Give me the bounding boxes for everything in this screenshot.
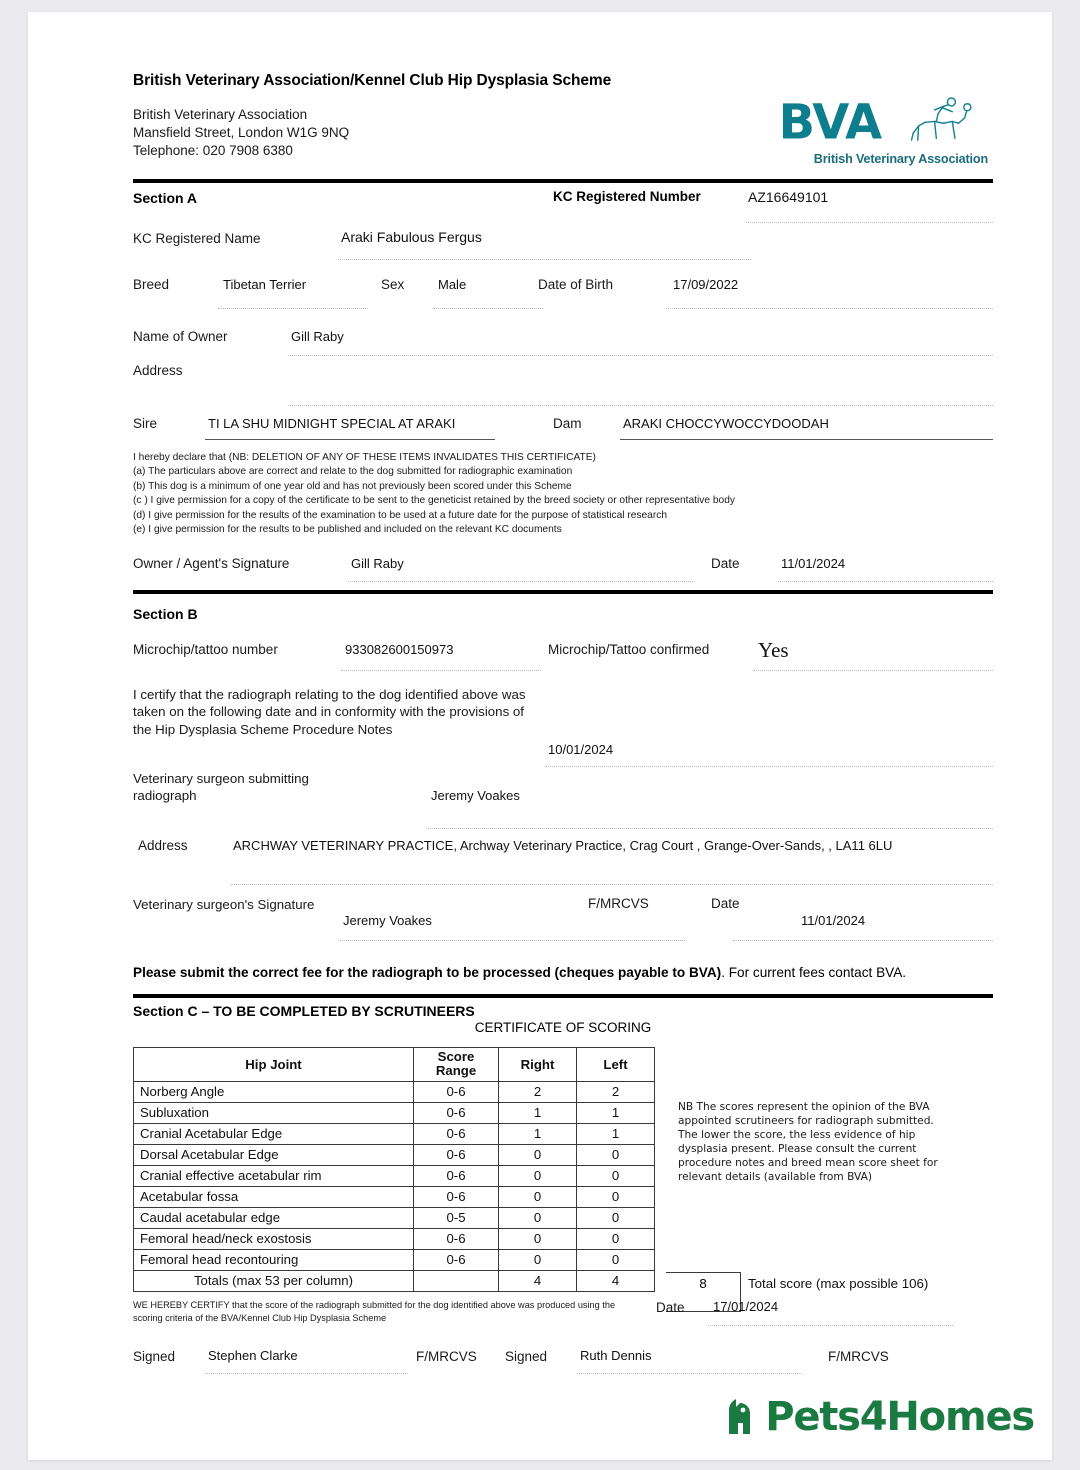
breed-label: Breed xyxy=(133,276,170,292)
column-header-right: Right xyxy=(499,1047,577,1081)
svg-text:BVA: BVA xyxy=(778,95,882,151)
microchip-label: Microchip/tattoo number xyxy=(133,641,278,657)
sire-label: Sire xyxy=(133,415,158,431)
score-right: 0 xyxy=(499,1165,577,1186)
score-right: 2 xyxy=(499,1081,577,1102)
sire-value[interactable]: TI LA SHU MIDNIGHT SPECIAL AT ARAKI xyxy=(208,415,456,431)
section-c-heading: Section C – TO BE COMPLETED BY SCRUTINEERS xyxy=(133,1002,475,1019)
scrutineer-name-1[interactable]: Stephen Clarke xyxy=(208,1347,298,1363)
table-row xyxy=(134,1081,655,1102)
pets4homes-logo xyxy=(719,1394,1034,1440)
column-header-left: Left xyxy=(577,1047,655,1081)
score-range: 0-6 xyxy=(414,1165,499,1186)
total-right: 4 xyxy=(499,1270,577,1291)
scrutineer-date-underline xyxy=(708,1325,953,1326)
pets4homes-dog-icon xyxy=(719,1394,765,1440)
score-range: 0-6 xyxy=(414,1144,499,1165)
signed-label-2: Signed xyxy=(505,1348,548,1364)
scrutineer-date-value[interactable]: 17/01/2024 xyxy=(713,1298,779,1314)
score-right: 1 xyxy=(499,1102,577,1123)
bva-logo xyxy=(766,94,988,166)
total-left: 4 xyxy=(577,1270,655,1291)
totals-range-blank xyxy=(414,1270,499,1291)
score-right: 0 xyxy=(499,1186,577,1207)
dam-value[interactable]: ARAKI CHOCCYWOCCYDOODAH xyxy=(623,415,829,431)
kc-number-value[interactable]: AZ16649101 xyxy=(748,188,829,205)
bva-logo-mark xyxy=(766,94,988,156)
section-b-heading: Section B xyxy=(133,605,198,622)
score-range: 0-6 xyxy=(414,1081,499,1102)
vet-signature-underline xyxy=(340,940,685,941)
score-range: 0-6 xyxy=(414,1102,499,1123)
fee-notice-rest: . For current fees contact BVA. xyxy=(721,964,907,980)
vet-address-underline xyxy=(231,884,993,885)
hereby-certify-text: WE HEREBY CERTIFY that the score of the radiograph submitted for the dog identified above was produced using the scoring criteria of the BVA/Kennel Club Hip Dysplasia Scheme xyxy=(133,1299,616,1323)
score-left: 0 xyxy=(577,1144,655,1165)
pets4homes-wordmark: Pets4Homes xyxy=(765,1394,1034,1440)
document-title: British Veterinary Association/Kennel Club Hip Dysplasia Scheme xyxy=(133,72,612,89)
owner-date-value[interactable]: 11/01/2024 xyxy=(781,555,846,571)
joint-name: Cranial effective acetabular rim xyxy=(134,1165,414,1186)
table-row xyxy=(134,1249,655,1270)
joint-name: Femoral head recontouring xyxy=(134,1249,414,1270)
joint-name: Acetabular fossa xyxy=(134,1186,414,1207)
total-score-label: Total score (max possible 106) xyxy=(748,1275,929,1291)
certificate-page xyxy=(28,12,1052,1460)
owner-address-label: Address xyxy=(133,362,183,378)
vet-date-underline xyxy=(733,940,993,941)
joint-name: Subluxation xyxy=(134,1102,414,1123)
score-range: 0-6 xyxy=(414,1249,499,1270)
table-row xyxy=(134,1165,655,1186)
radiograph-date-underline xyxy=(545,766,993,767)
column-header-score-range: Score Range xyxy=(414,1047,499,1081)
dam-label: Dam xyxy=(553,415,582,431)
score-right: 0 xyxy=(499,1144,577,1165)
score-right: 0 xyxy=(499,1207,577,1228)
scrutineer-qualification-1: F/MRCVS xyxy=(416,1348,477,1364)
scrutineer-qualification-2: F/MRCVS xyxy=(828,1348,889,1364)
sire-underline xyxy=(205,439,495,440)
owner-value[interactable]: Gill Raby xyxy=(291,328,344,344)
score-left: 1 xyxy=(577,1123,655,1144)
vet-signature-label: Veterinary surgeon's Signature xyxy=(133,896,315,912)
breed-underline xyxy=(218,308,368,309)
scrutineer-date-label: Date xyxy=(656,1299,685,1315)
declaration-line-1: (a) The particulars above are correct and relate to the dog submitted for radiographic examination xyxy=(133,466,573,478)
joint-name: Norberg Angle xyxy=(134,1081,414,1102)
table-header-row xyxy=(134,1047,655,1081)
score-right: 1 xyxy=(499,1123,577,1144)
score-range: 0-6 xyxy=(414,1228,499,1249)
score-left: 0 xyxy=(577,1165,655,1186)
microchip-confirmed-value[interactable]: Yes xyxy=(758,637,789,662)
scrutineer-2-underline xyxy=(577,1373,802,1374)
declaration-line-0: I hereby declare that (NB: DELETION OF ANY OF THESE ITEMS INVALIDATES THIS CERTIFICATE) xyxy=(133,451,596,463)
fee-notice xyxy=(133,964,993,982)
certificate-of-scoring-subtitle: CERTIFICATE OF SCORING xyxy=(474,1019,652,1035)
microchip-value[interactable]: 933082600150973 xyxy=(345,641,454,657)
totals-label: Totals (max 53 per column) xyxy=(134,1270,414,1291)
owner-label: Name of Owner xyxy=(133,328,228,344)
fee-notice-bold: Please submit the correct fee for the radiograph to be processed (cheques payable to BVA) xyxy=(133,964,722,980)
dob-label: Date of Birth xyxy=(538,276,614,292)
kc-name-value[interactable]: Araki Fabulous Fergus xyxy=(341,228,482,245)
score-right: 0 xyxy=(499,1228,577,1249)
table-row xyxy=(134,1186,655,1207)
sex-underline xyxy=(433,308,543,309)
table-row xyxy=(134,1207,655,1228)
table-row xyxy=(134,1228,655,1249)
vet-address-label: Address xyxy=(138,837,188,853)
scrutineer-1-underline xyxy=(205,1373,408,1374)
microchip-underline xyxy=(341,670,541,671)
vet-qualification: F/MRCVS xyxy=(588,895,649,911)
vet-submitting-underline xyxy=(428,828,993,829)
sex-value[interactable]: Male xyxy=(438,276,467,292)
owner-underline xyxy=(288,355,993,356)
scrutineer-name-2[interactable]: Ruth Dennis xyxy=(580,1347,652,1363)
section-b-divider xyxy=(133,590,993,594)
owner-signature-label: Owner / Agent's Signature xyxy=(133,555,290,571)
kc-name-underline xyxy=(338,259,751,260)
table-row xyxy=(134,1102,655,1123)
score-range: 0-6 xyxy=(414,1123,499,1144)
org-name: British Veterinary Association xyxy=(133,107,308,122)
score-range: 0-6 xyxy=(414,1186,499,1207)
owner-date-underline xyxy=(778,581,993,582)
score-range: 0-5 xyxy=(414,1207,499,1228)
declaration-line-4: (d) I give permission for the results of the examination to be used at a future date for the purpose of statistical research xyxy=(133,509,667,521)
radiograph-certification-text: I certify that the radiograph relating to the dog identified above was taken on the following date and in conformity with the provisions of the Hip Dysplasia Scheme Procedure Notes xyxy=(133,686,526,737)
vet-submitting-label: Veterinary surgeon submitting radiograph xyxy=(133,770,309,804)
joint-name: Cranial Acetabular Edge xyxy=(134,1123,414,1144)
radiograph-date-value[interactable]: 10/01/2024 xyxy=(548,741,614,757)
vet-submitting-value[interactable]: Jeremy Voakes xyxy=(431,787,520,803)
kc-number-underline xyxy=(746,222,993,223)
vet-address-value[interactable]: ARCHWAY VETERINARY PRACTICE, Archway Veterinary Practice, Crag Court , Grange-Over-Sands, , LA11 6LU xyxy=(233,837,893,853)
table-row xyxy=(134,1144,655,1165)
signed-label-1: Signed xyxy=(133,1348,176,1364)
dob-value[interactable]: 17/09/2022 xyxy=(673,276,739,292)
total-combined-cell: 8 xyxy=(666,1272,741,1312)
owner-address-underline xyxy=(288,405,993,406)
joint-name: Caudal acetabular edge xyxy=(134,1207,414,1228)
section-a-heading: Section A xyxy=(133,189,198,206)
table-row xyxy=(134,1123,655,1144)
dam-underline xyxy=(620,439,993,440)
org-phone: Telephone: 020 7908 6380 xyxy=(133,143,293,159)
microchip-confirmed-underline xyxy=(753,670,993,671)
declaration-block xyxy=(133,451,993,538)
microchip-confirmed-label: Microchip/Tattoo confirmed xyxy=(548,641,710,657)
vet-date-label: Date xyxy=(711,895,740,911)
declaration-line-3: (c ) I give permission for a copy of the certificate to be sent to the geneticist retained by the breed society or other representative body xyxy=(133,495,735,507)
score-left: 0 xyxy=(577,1207,655,1228)
score-left: 0 xyxy=(577,1228,655,1249)
bva-logo-subtitle: British Veterinary Association xyxy=(813,152,988,166)
dob-underline xyxy=(666,308,993,309)
org-address: Mansfield Street, London W1G 9NQ xyxy=(133,125,350,141)
joint-name: Dorsal Acetabular Edge xyxy=(134,1144,414,1165)
score-left: 0 xyxy=(577,1186,655,1207)
column-header-hip-joint: Hip Joint xyxy=(134,1047,414,1081)
table-totals-row xyxy=(134,1270,655,1291)
score-left: 2 xyxy=(577,1081,655,1102)
owner-signature-value[interactable]: Gill Raby xyxy=(351,555,404,571)
kc-name-label: KC Registered Name xyxy=(133,230,261,246)
score-left: 0 xyxy=(577,1249,655,1270)
score-right: 0 xyxy=(499,1249,577,1270)
scrutineer-note: NB The scores represent the opinion of the BVA appointed scrutineers for radiograph submitted. The lower the score, the less evidence of hip dysplasia present. Please consult the current procedure notes and breed mean score sheet for relevant details (available from BVA) xyxy=(678,1100,938,1183)
score-left: 1 xyxy=(577,1102,655,1123)
declaration-line-5: (e) I give permission for the results to be published and included on the relevant KC documents xyxy=(133,524,562,536)
declaration-line-2: (b) This dog is a minimum of one year old and has not previously been scored under this Scheme xyxy=(133,480,572,492)
vet-date-value[interactable]: 11/01/2024 xyxy=(801,912,866,928)
owner-signature-underline xyxy=(348,581,693,582)
vet-signature-value[interactable]: Jeremy Voakes xyxy=(343,912,432,928)
joint-name: Femoral head/neck exostosis xyxy=(134,1228,414,1249)
breed-value[interactable]: Tibetan Terrier xyxy=(223,276,307,292)
hip-score-table xyxy=(133,1047,655,1292)
sex-label: Sex xyxy=(381,276,405,292)
kc-number-label: KC Registered Number xyxy=(553,188,701,204)
owner-date-label: Date xyxy=(711,555,740,571)
